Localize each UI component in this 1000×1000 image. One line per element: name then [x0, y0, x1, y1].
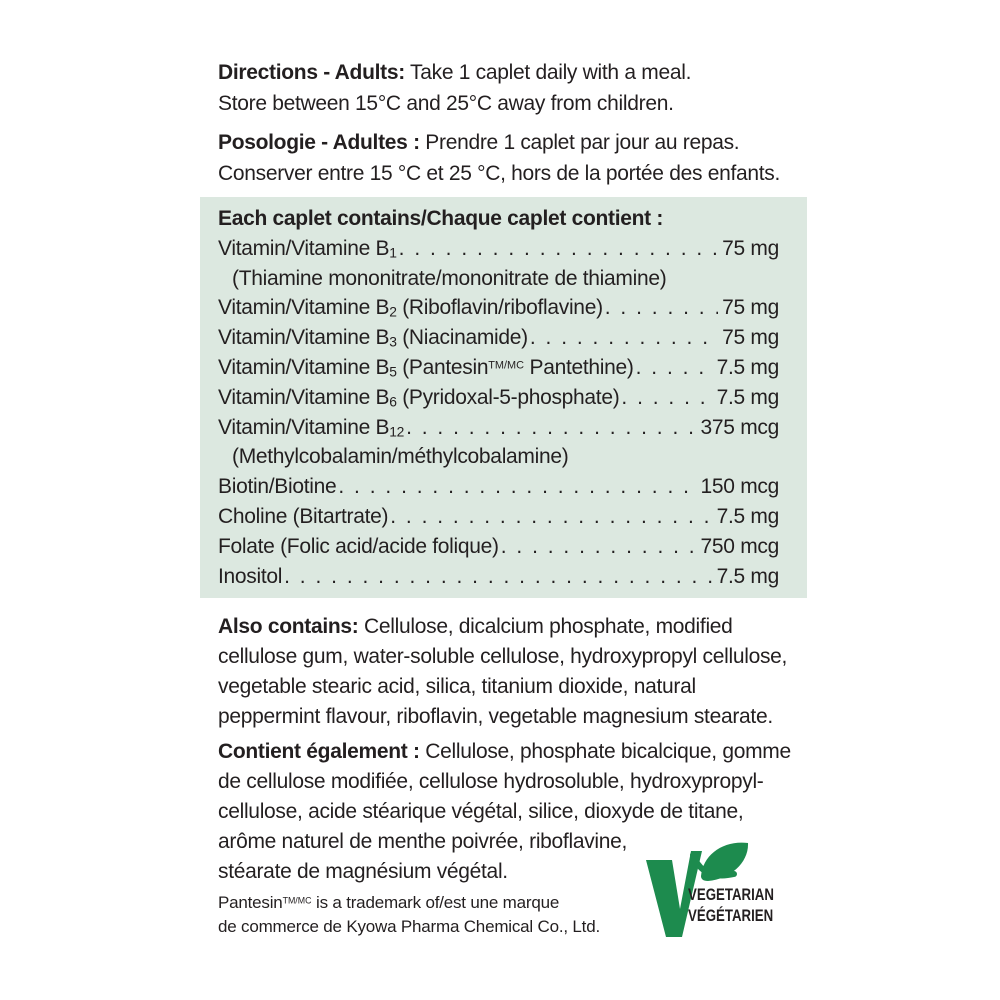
ingredient-name-part: 12 — [389, 423, 405, 440]
directions-en-text: Take 1 caplet daily with a meal. — [404, 61, 692, 84]
ingredients-panel — [200, 197, 807, 598]
ingredient-amount: 375 mcg — [700, 415, 779, 439]
dot-leader — [530, 323, 718, 353]
text-line: de cellulose modifiée, cellulose hydrosoluble, hydroxypropyl- — [218, 770, 764, 793]
trademark-superscript: TM/MC — [282, 895, 312, 906]
ingredient-name — [218, 562, 282, 592]
directions-fr — [218, 127, 780, 189]
ingredient-name-part: 6 — [389, 393, 397, 410]
trademark-brand: Pantesin — [218, 893, 283, 912]
ingredient-row — [218, 413, 779, 443]
ingredient-amount: 7.5 mg — [716, 564, 779, 588]
ingredient-amount: 750 mcg — [700, 534, 779, 558]
ingredient-row — [218, 562, 779, 592]
ingredient-row — [218, 502, 779, 532]
ingredient-row — [218, 353, 779, 383]
text-line: vegetable stearic acid, silica, titanium dioxide, natural — [218, 675, 696, 698]
dot-leader — [621, 383, 712, 413]
ingredient-note: (Methylcobalamin/méthylcobalamine) — [232, 445, 569, 469]
ingredient-name-part: Pantethine) — [523, 355, 634, 379]
text-line: Conserver entre 15 °C et 25 °C, hors de la portée des enfants. — [218, 162, 781, 185]
ingredient-name — [218, 383, 619, 413]
text-line: peppermint flavour, riboflavin, vegetable magnesium stearate. — [218, 705, 773, 728]
ingredient-name-part: Vitamin/Vitamine B — [218, 415, 390, 439]
text-line — [218, 737, 791, 767]
text-line: de commerce de Kyowa Pharma Chemical Co., Ltd. — [218, 917, 600, 936]
ingredient-name-part: Choline (Bitartrate) — [218, 504, 389, 528]
ingredient-name-part: Vitamin/Vitamine B — [218, 236, 390, 260]
text-line — [218, 891, 600, 915]
ingredient-name-part: 3 — [389, 333, 397, 350]
ingredient-row — [218, 293, 779, 323]
ingredient-name-part: (Pyridoxal-5-phosphate) — [396, 385, 620, 409]
ingredient-name — [218, 413, 404, 443]
ingredient-row — [218, 234, 779, 264]
also-contains-en-label: Also contains: — [218, 615, 359, 638]
ingredient-row — [218, 472, 779, 502]
also-contains-en-text: Cellulose, dicalcium phosphate, modified — [358, 615, 733, 638]
directions-en-label: Directions - Adults: — [218, 61, 405, 84]
ingredient-name — [218, 532, 499, 562]
ingredient-name — [218, 293, 603, 323]
dot-leader — [390, 502, 712, 532]
text-line: cellulose gum, water-soluble cellulose, hydroxypropyl cellulose, — [218, 645, 788, 668]
ingredient-name-part: 2 — [389, 303, 397, 320]
directions-fr-text: Prendre 1 caplet par jour au repas. — [419, 131, 740, 154]
ingredient-name — [218, 323, 528, 353]
ingredient-row — [218, 323, 779, 353]
ingredient-amount: 150 mcg — [700, 475, 779, 499]
panel-title: Each caplet contains/Chaque caplet contient : — [218, 207, 664, 230]
ingredient-name-part: Vitamin/Vitamine B — [218, 326, 390, 350]
ingredient-name-part: TM/MC — [488, 359, 524, 372]
dot-leader — [406, 413, 696, 443]
dot-leader — [399, 234, 718, 264]
vegetarian-text-en: VEGETARIAN — [688, 885, 774, 904]
also-contains-en-lines — [218, 642, 787, 732]
ingredient-name-part: (Pantesin — [396, 355, 489, 379]
trademark-text: is a trademark of/est une marque — [311, 893, 560, 912]
ingredient-name-part: (Riboflavin/riboflavine) — [396, 296, 603, 320]
directions-fr-label: Posologie - Adultes : — [218, 131, 420, 154]
also-contains-fr-text: Cellulose, phosphate bicalcique, gomme — [419, 740, 791, 763]
ingredient-name-part: 5 — [389, 363, 397, 380]
also-contains-fr-label: Contient également : — [218, 740, 420, 763]
vegetarian-text-fr: VÉGÉTARIEN — [688, 906, 774, 925]
text-line: stéarate de magnésium végétal. — [218, 860, 508, 883]
ingredient-name-part: Inositol — [218, 564, 283, 588]
also-contains-en — [218, 612, 787, 732]
text-line — [218, 127, 780, 158]
ingredient-rows — [218, 234, 779, 592]
text-line — [218, 57, 691, 88]
text-line: cellulose, acide stéarique végétal, silice, dioxyde de titane, — [218, 800, 744, 823]
ingredient-row — [218, 383, 779, 413]
dot-leader — [338, 472, 696, 502]
dot-leader — [605, 293, 718, 323]
dot-leader — [636, 353, 713, 383]
ingredient-name-part: 1 — [389, 244, 397, 261]
ingredient-name-part: Vitamin/Vitamine B — [218, 355, 390, 379]
ingredient-amount: 75 mg — [722, 326, 779, 350]
dot-leader — [284, 562, 712, 592]
vegetarian-logo — [644, 841, 800, 953]
dot-leader — [501, 532, 697, 562]
ingredient-name-part: (Niacinamide) — [396, 326, 528, 350]
ingredient-name — [218, 353, 634, 383]
directions-en — [218, 57, 691, 119]
ingredient-name-part: Vitamin/Vitamine B — [218, 296, 390, 320]
text-line — [218, 612, 787, 642]
ingredient-name-part: Vitamin/Vitamine B — [218, 385, 390, 409]
ingredient-note: (Thiamine mononitrate/mononitrate de thiamine) — [232, 266, 667, 290]
ingredient-row — [218, 532, 779, 562]
ingredient-amount: 75 mg — [722, 236, 779, 260]
ingredient-name-part: Folate (Folic acid/acide folique) — [218, 534, 499, 558]
text-line: Store between 15°C and 25°C away from children. — [218, 92, 674, 115]
trademark-note — [218, 891, 600, 939]
ingredient-amount: 7.5 mg — [716, 385, 779, 409]
ingredient-name — [218, 472, 336, 502]
text-line: arôme naturel de menthe poivrée, riboflavine, — [218, 830, 628, 853]
ingredient-amount: 7.5 mg — [716, 355, 779, 379]
ingredient-amount: 75 mg — [722, 296, 779, 320]
ingredient-name-part: Biotin/Biotine — [218, 475, 337, 499]
ingredient-amount: 7.5 mg — [716, 504, 779, 528]
ingredient-name — [218, 234, 397, 264]
ingredient-name — [218, 502, 388, 532]
